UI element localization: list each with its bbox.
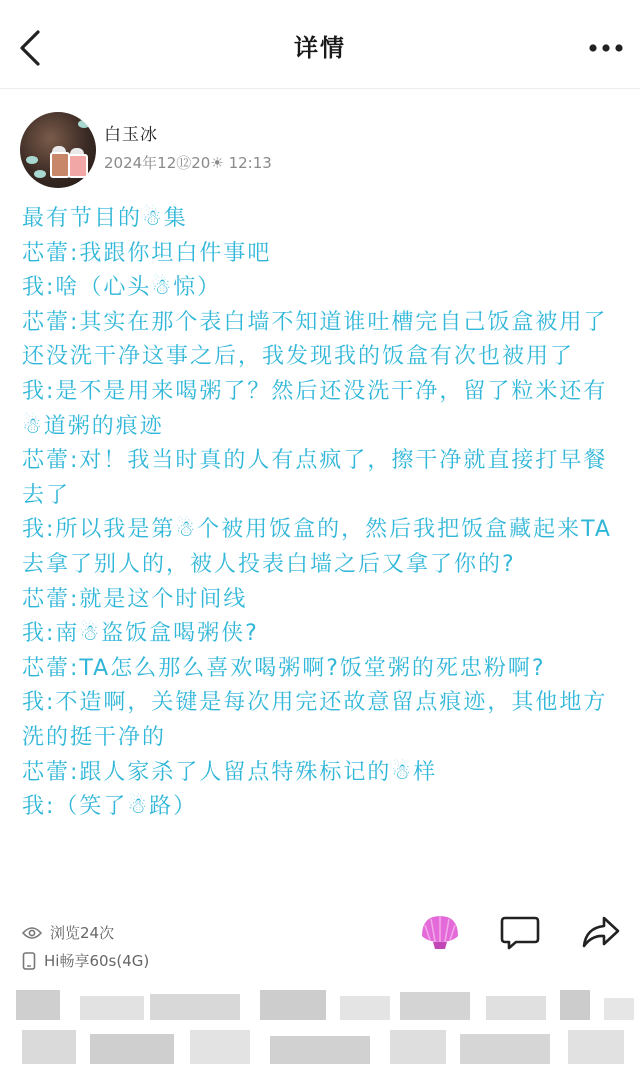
more-button[interactable] bbox=[586, 38, 626, 58]
content-line: 我:是不是用来喝粥了？然后还没洗干净，留了粒米还有☃道粥的痕迹 bbox=[22, 378, 608, 439]
blur-block bbox=[604, 998, 634, 1020]
blur-block bbox=[22, 1030, 76, 1064]
content-line: 我:（笑了☃路） bbox=[22, 794, 198, 820]
blur-block bbox=[190, 1030, 250, 1064]
shell-reaction-button[interactable] bbox=[418, 912, 462, 952]
content-line: 芯蕾:就是这个时间线 bbox=[22, 586, 248, 612]
view-count-label: 浏览24次 bbox=[50, 924, 115, 942]
comment-icon bbox=[498, 912, 542, 952]
blur-block bbox=[150, 994, 240, 1020]
content-line: 芯蕾:跟人家杀了人留点特殊标记的☃样 bbox=[22, 759, 438, 785]
content-line: 我:啥（心头☃惊） bbox=[22, 275, 222, 301]
content-line: 芯蕾:TA怎么那么喜欢喝粥啊?饭堂粥的死忠粉啊? bbox=[22, 655, 546, 681]
blur-block bbox=[486, 996, 546, 1020]
page-title: 详情 bbox=[294, 34, 346, 62]
drink-cup bbox=[68, 154, 88, 178]
content-line: 我:不造啊，关键是每次用完还故意留点痕迹，其他地方洗的挺干净的 bbox=[22, 690, 608, 750]
blur-block bbox=[16, 990, 60, 1020]
blur-block bbox=[260, 990, 326, 1020]
content-line: 我:南☃盗饭盒喝粥侠? bbox=[22, 621, 259, 647]
device-label: Hi畅享60s(4G) bbox=[44, 952, 150, 970]
author-name[interactable]: 白玉冰 bbox=[104, 125, 158, 145]
blur-block bbox=[568, 1030, 624, 1064]
blur-block bbox=[400, 992, 470, 1020]
content-line: 芯蕾:其实在那个表白墙不知道谁吐槽完自己饭盒被用了还没洗干净这事之后，我发现我的饭盒有次也被用了 bbox=[22, 309, 608, 370]
drink-cup bbox=[50, 152, 70, 178]
post-content bbox=[22, 202, 618, 825]
content-line: 芯蕾:我跟你坦白件事吧 bbox=[22, 240, 272, 266]
phone-icon bbox=[22, 952, 36, 970]
blur-block bbox=[560, 990, 590, 1020]
blurred-comments bbox=[0, 986, 640, 1080]
blur-block bbox=[340, 996, 390, 1020]
content-line: 最有节目的☃集 bbox=[22, 206, 188, 231]
content-line: 芯蕾:对！我当时真的人有点疯了，擦干净就直接打早餐去了 bbox=[22, 448, 608, 508]
blur-block bbox=[90, 1034, 174, 1064]
view-count bbox=[22, 922, 114, 943]
post-timestamp: 2024年12⑫20☀ 12:13 bbox=[104, 154, 272, 172]
share-button[interactable] bbox=[578, 912, 622, 952]
blur-block bbox=[460, 1034, 550, 1064]
share-icon bbox=[578, 912, 622, 952]
leaf-decoration bbox=[78, 120, 90, 128]
leaf-decoration bbox=[26, 156, 38, 164]
comment-button[interactable] bbox=[498, 912, 542, 952]
blur-block bbox=[390, 1030, 446, 1064]
more-dots-icon bbox=[586, 38, 626, 58]
top-bar bbox=[0, 0, 640, 89]
eye-icon bbox=[22, 926, 42, 940]
shell-icon bbox=[418, 912, 462, 952]
avatar[interactable] bbox=[20, 112, 96, 188]
content-line: 我:所以我是第☃个被用饭盒的，然后我把饭盒藏起来TA去拿了别人的，被人投表白墙之后又拿了你的? bbox=[22, 517, 612, 577]
leaf-decoration bbox=[34, 170, 46, 178]
blur-block bbox=[270, 1036, 370, 1064]
device-info bbox=[22, 950, 149, 971]
blur-block bbox=[80, 996, 144, 1020]
